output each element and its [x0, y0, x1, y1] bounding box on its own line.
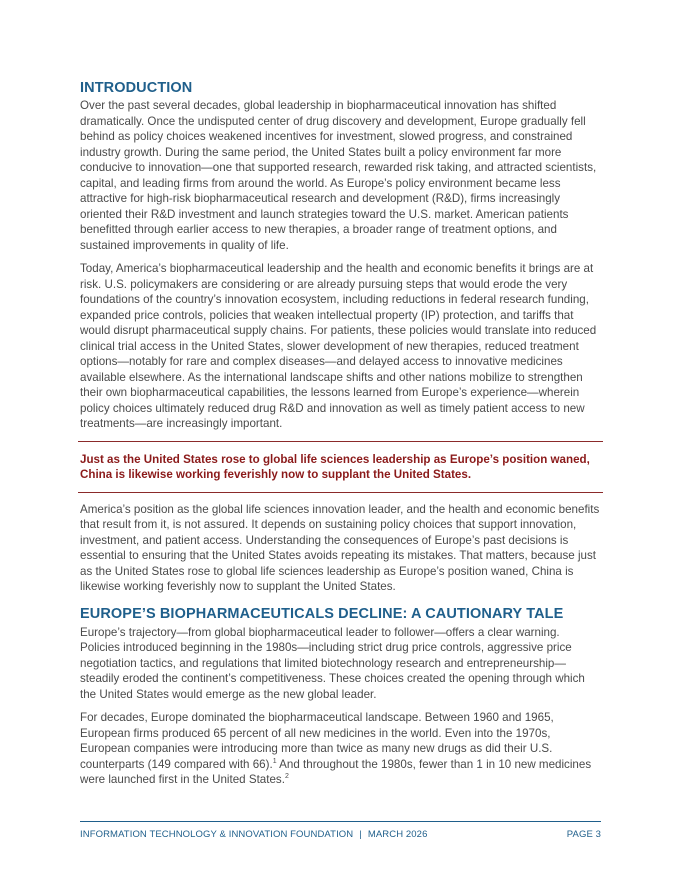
decline-paragraph-1: Europe’s trajectory—from global biopharmaceutical leader to follower—offers a clear warning. Policies introduced beginning in the 1980s—including strict drug price controls, aggressive price negotiation tactics, and regulations that limited biotechnology research and entrepreneurship—steadily eroded the continent’s competitiveness. These choices created the opening through which the United States would emerge as the new global leader.	[80, 625, 585, 701]
decline-paragraph-2-part-b: And throughout the 1980s, fewer than 1 in 10 new medicines were launched first in the United States.	[80, 757, 592, 786]
document-body	[80, 79, 601, 788]
pull-quote	[78, 441, 603, 493]
intro-paragraph-3: America’s position as the global life sciences innovation leader, and the health and economic benefits that result from it, is not assured. It depends on sustaining policy choices that support innovation, investment, and patient access. Understanding the consequences of Europe’s past decisions is essential to ensuring that the United States avoids repeating its mistakes. That matters, because just as the United States rose to global life sciences leadership as Europe’s position waned, China is likewise working feverishly now to supplant the United States.	[80, 502, 600, 593]
footnote-ref-1[interactable]: 1	[272, 757, 277, 765]
intro-paragraph-1: Over the past several decades, global leadership in biopharmaceutical innovation has shifted dramatically. Once the undisputed center of drug discovery and development, Europe gradually fell behind as policy choices weakened incentives for investment, slowed progress, and constrained industry growth. During the same period, the United States built a policy environment far more conducive to innovation—one that supported research, rewarded risk taking, and attracted scientists, capital, and leading firms from around the world. As Europe’s policy environment became less attractive for high-risk biopharmaceutical research and development (R&D), firms increasingly oriented their R&D investment and launch strategies toward the U.S. market. American patients benefitted through earlier access to new therapies, a broader range of treatment options, and sustained improvements in quality of life.	[80, 99, 597, 252]
section-heading-introduction: INTRODUCTION	[80, 80, 193, 96]
footer-separator: |	[359, 829, 362, 840]
decline-paragraph-2	[80, 710, 601, 788]
footer-page-number: PAGE 3	[566, 829, 601, 840]
section-heading-europe-decline: EUROPE’S BIOPHARMACEUTICALS DECLINE: A CAUTIONARY TALE	[80, 605, 564, 622]
decline-paragraph-2-part-a: For decades, Europe dominated the biopharmaceutical landscape. Between 1960 and 1965, European firms produced 65 percent of all new medicines in the world. Even into the 1970s, European companies were introducing more than twice as many new drugs as did their U.S. counterparts (149 compared with 66).	[80, 711, 554, 771]
footnote-ref-2[interactable]: 2	[284, 773, 289, 781]
intro-paragraph-2: Today, America’s biopharmaceutical leadership and the health and economic benefits it brings are at risk. U.S. policymakers are considering or are already pursuing steps that would erode the very foundations of the country’s innovation ecosystem, including reductions in federal research funding, expanded price controls, policies that weaken intellectual property (IP) protection, and tariffs that would disrupt pharmaceutical supply chains. For patients, these policies would translate into reduced clinical trial access in the United States, slower development of new therapies, reduced treatment options—notably for rare and complex diseases—and delayed access to innovative medicines available elsewhere. As the international landscape shifts and other nations mobilize to strengthen their own biopharmaceutical capabilities, the lessons learned from Europe’s experience—wherein policy choices ultimately reduced drug R&D and innovation as well as timely patient access to new treatments—are increasingly important.	[80, 262, 597, 430]
footer-date: MARCH 2026	[367, 829, 428, 840]
footer-left	[80, 829, 427, 840]
footer-org: INFORMATION TECHNOLOGY & INNOVATION FOUNDATION	[80, 829, 354, 840]
pull-quote-text: Just as the United States rose to global life sciences leadership as Europe’s position waned, China is likewise working feverishly now to supplant the United States.	[80, 452, 590, 481]
page-footer	[80, 821, 601, 840]
